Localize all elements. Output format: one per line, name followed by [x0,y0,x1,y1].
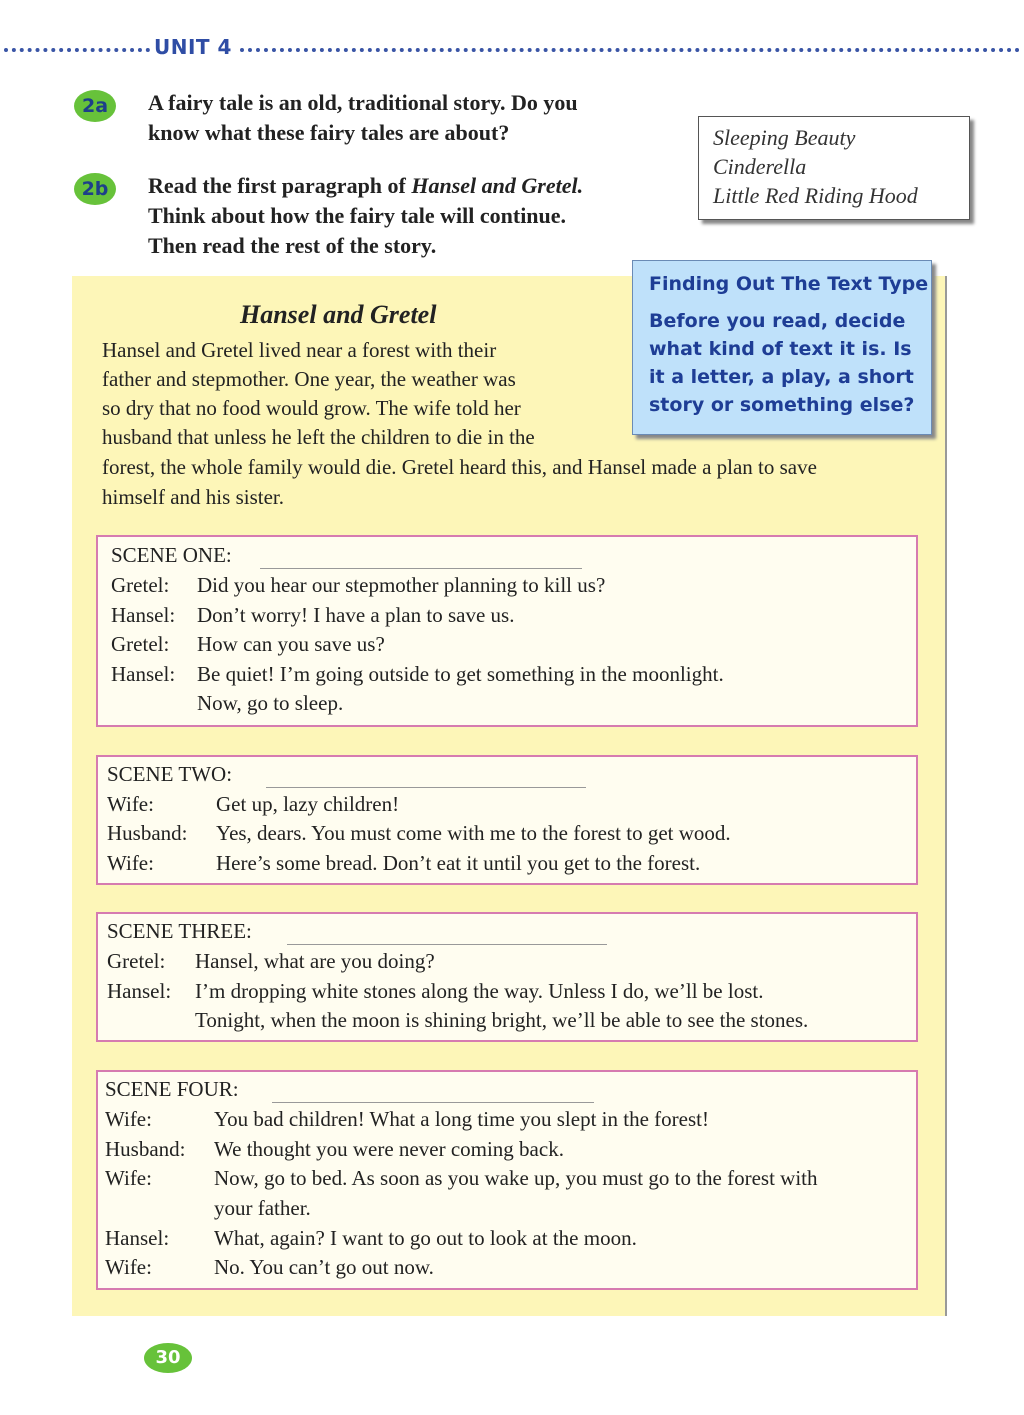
intro-line: Hansel and Gretel lived near a forest with their [102,338,497,362]
dialogue-line: Don’t worry! I have a plan to save us. [197,603,515,627]
tip-line: story or something else? [649,394,915,416]
speaker-label: Hansel: [105,1226,170,1250]
speaker-label: Husband: [107,821,188,845]
scene-three-heading: SCENE THREE: [107,919,252,943]
dialogue-line: What, again? I want to go out to look at the moon. [214,1226,637,1250]
dialogue-line: You bad children! What a long time you slept in the forest! [214,1107,709,1131]
scene-three-answer-blank[interactable] [287,944,607,945]
speaker-label: Wife: [107,851,154,875]
tip-line: what kind of text it is. Is [649,338,912,360]
dialogue-line: We thought you were never coming back. [214,1137,564,1161]
task-2b-line-1 [148,171,583,201]
dialogue-line: Get up, lazy children! [216,792,400,816]
dialogue-line: Now, go to sleep. [197,691,344,715]
tip-line: it a letter, a play, a short [649,366,914,388]
speaker-label: Hansel: [111,603,176,627]
task-2a-badge: 2a [74,90,116,122]
speaker-label: Husband: [105,1137,186,1161]
task-2b-instruction [148,171,583,261]
task-2a-line-2: know what these fairy tales are about? [148,120,510,145]
scene-four-heading: SCENE FOUR: [105,1077,239,1101]
page-number: 30 [144,1343,192,1373]
task-2b-line-3: Then read the rest of the story. [148,233,437,258]
speaker-label: Gretel: [111,573,170,597]
scene-one-heading: SCENE ONE: [111,543,232,567]
dialogue-line: Be quiet! I’m going outside to get something in the moonlight. [197,662,724,686]
fairy-tale-item: Cinderella [713,154,807,179]
header-dotted-rule-left [4,48,150,52]
dialogue-line: No. You can’t go out now. [214,1255,434,1279]
task-2b-line-2: Think about how the fairy tale will continue. [148,203,567,228]
intro-line: father and stepmother. One year, the weather was [102,367,516,391]
dialogue-line: Here’s some bread. Don’t eat it until you get to the forest. [216,851,701,875]
tip-line: Before you read, decide [649,310,906,332]
scene-four-answer-blank[interactable] [272,1102,594,1103]
speaker-label: Hansel: [111,662,176,686]
task-2a-line-1: A fairy tale is an old, traditional story. Do you [148,90,578,115]
dialogue-line: Now, go to bed. As soon as you wake up, you must go to the forest with [214,1166,818,1190]
dialogue-line: your father. [214,1196,311,1220]
fairy-tale-item: Little Red Riding Hood [713,183,918,208]
fairy-tales-box [698,116,970,220]
header-dotted-rule-right [240,48,1020,52]
task-2b-story-title: Hansel and Gretel. [411,173,584,198]
speaker-label: Hansel: [107,979,172,1003]
dialogue-line: How can you save us? [197,632,385,656]
intro-line: himself and his sister. [102,485,284,509]
tip-body [649,307,931,419]
intro-line: so dry that no food would grow. The wife told her [102,396,521,420]
fairy-tale-item: Sleeping Beauty [713,125,856,150]
task-2a-instruction [148,88,578,148]
scene-one-answer-blank[interactable] [260,568,582,569]
dialogue-line: Yes, dears. You must come with me to the forest to get wood. [216,821,731,845]
tip-title: Finding Out The Text Type [649,273,929,295]
unit-label: UNIT 4 [154,35,232,59]
scene-two-answer-blank[interactable] [266,787,586,788]
dialogue-line: I’m dropping white stones along the way. Unless I do, we’ll be lost. [195,979,764,1003]
speaker-label: Gretel: [107,949,166,973]
speaker-label: Wife: [105,1107,152,1131]
unit-header [0,35,1024,65]
speaker-label: Wife: [107,792,154,816]
task-2b-line-1-prefix: Read the first paragraph of [148,173,412,198]
intro-line: forest, the whole family would die. Gretel heard this, and Hansel made a plan to save [102,455,817,479]
speaker-label: Wife: [105,1166,152,1190]
dialogue-line: Tonight, when the moon is shining bright, we’ll be able to see the stones. [195,1008,809,1032]
text-type-tip-box [632,260,932,435]
task-2b-badge: 2b [74,173,116,205]
speaker-label: Gretel: [111,632,170,656]
speaker-label: Wife: [105,1255,152,1279]
dialogue-line: Did you hear our stepmother planning to kill us? [197,573,606,597]
intro-line: husband that unless he left the children to die in the [102,425,535,449]
dialogue-line: Hansel, what are you doing? [195,949,435,973]
scene-two-heading: SCENE TWO: [107,762,233,786]
story-title: Hansel and Gretel [240,300,437,329]
